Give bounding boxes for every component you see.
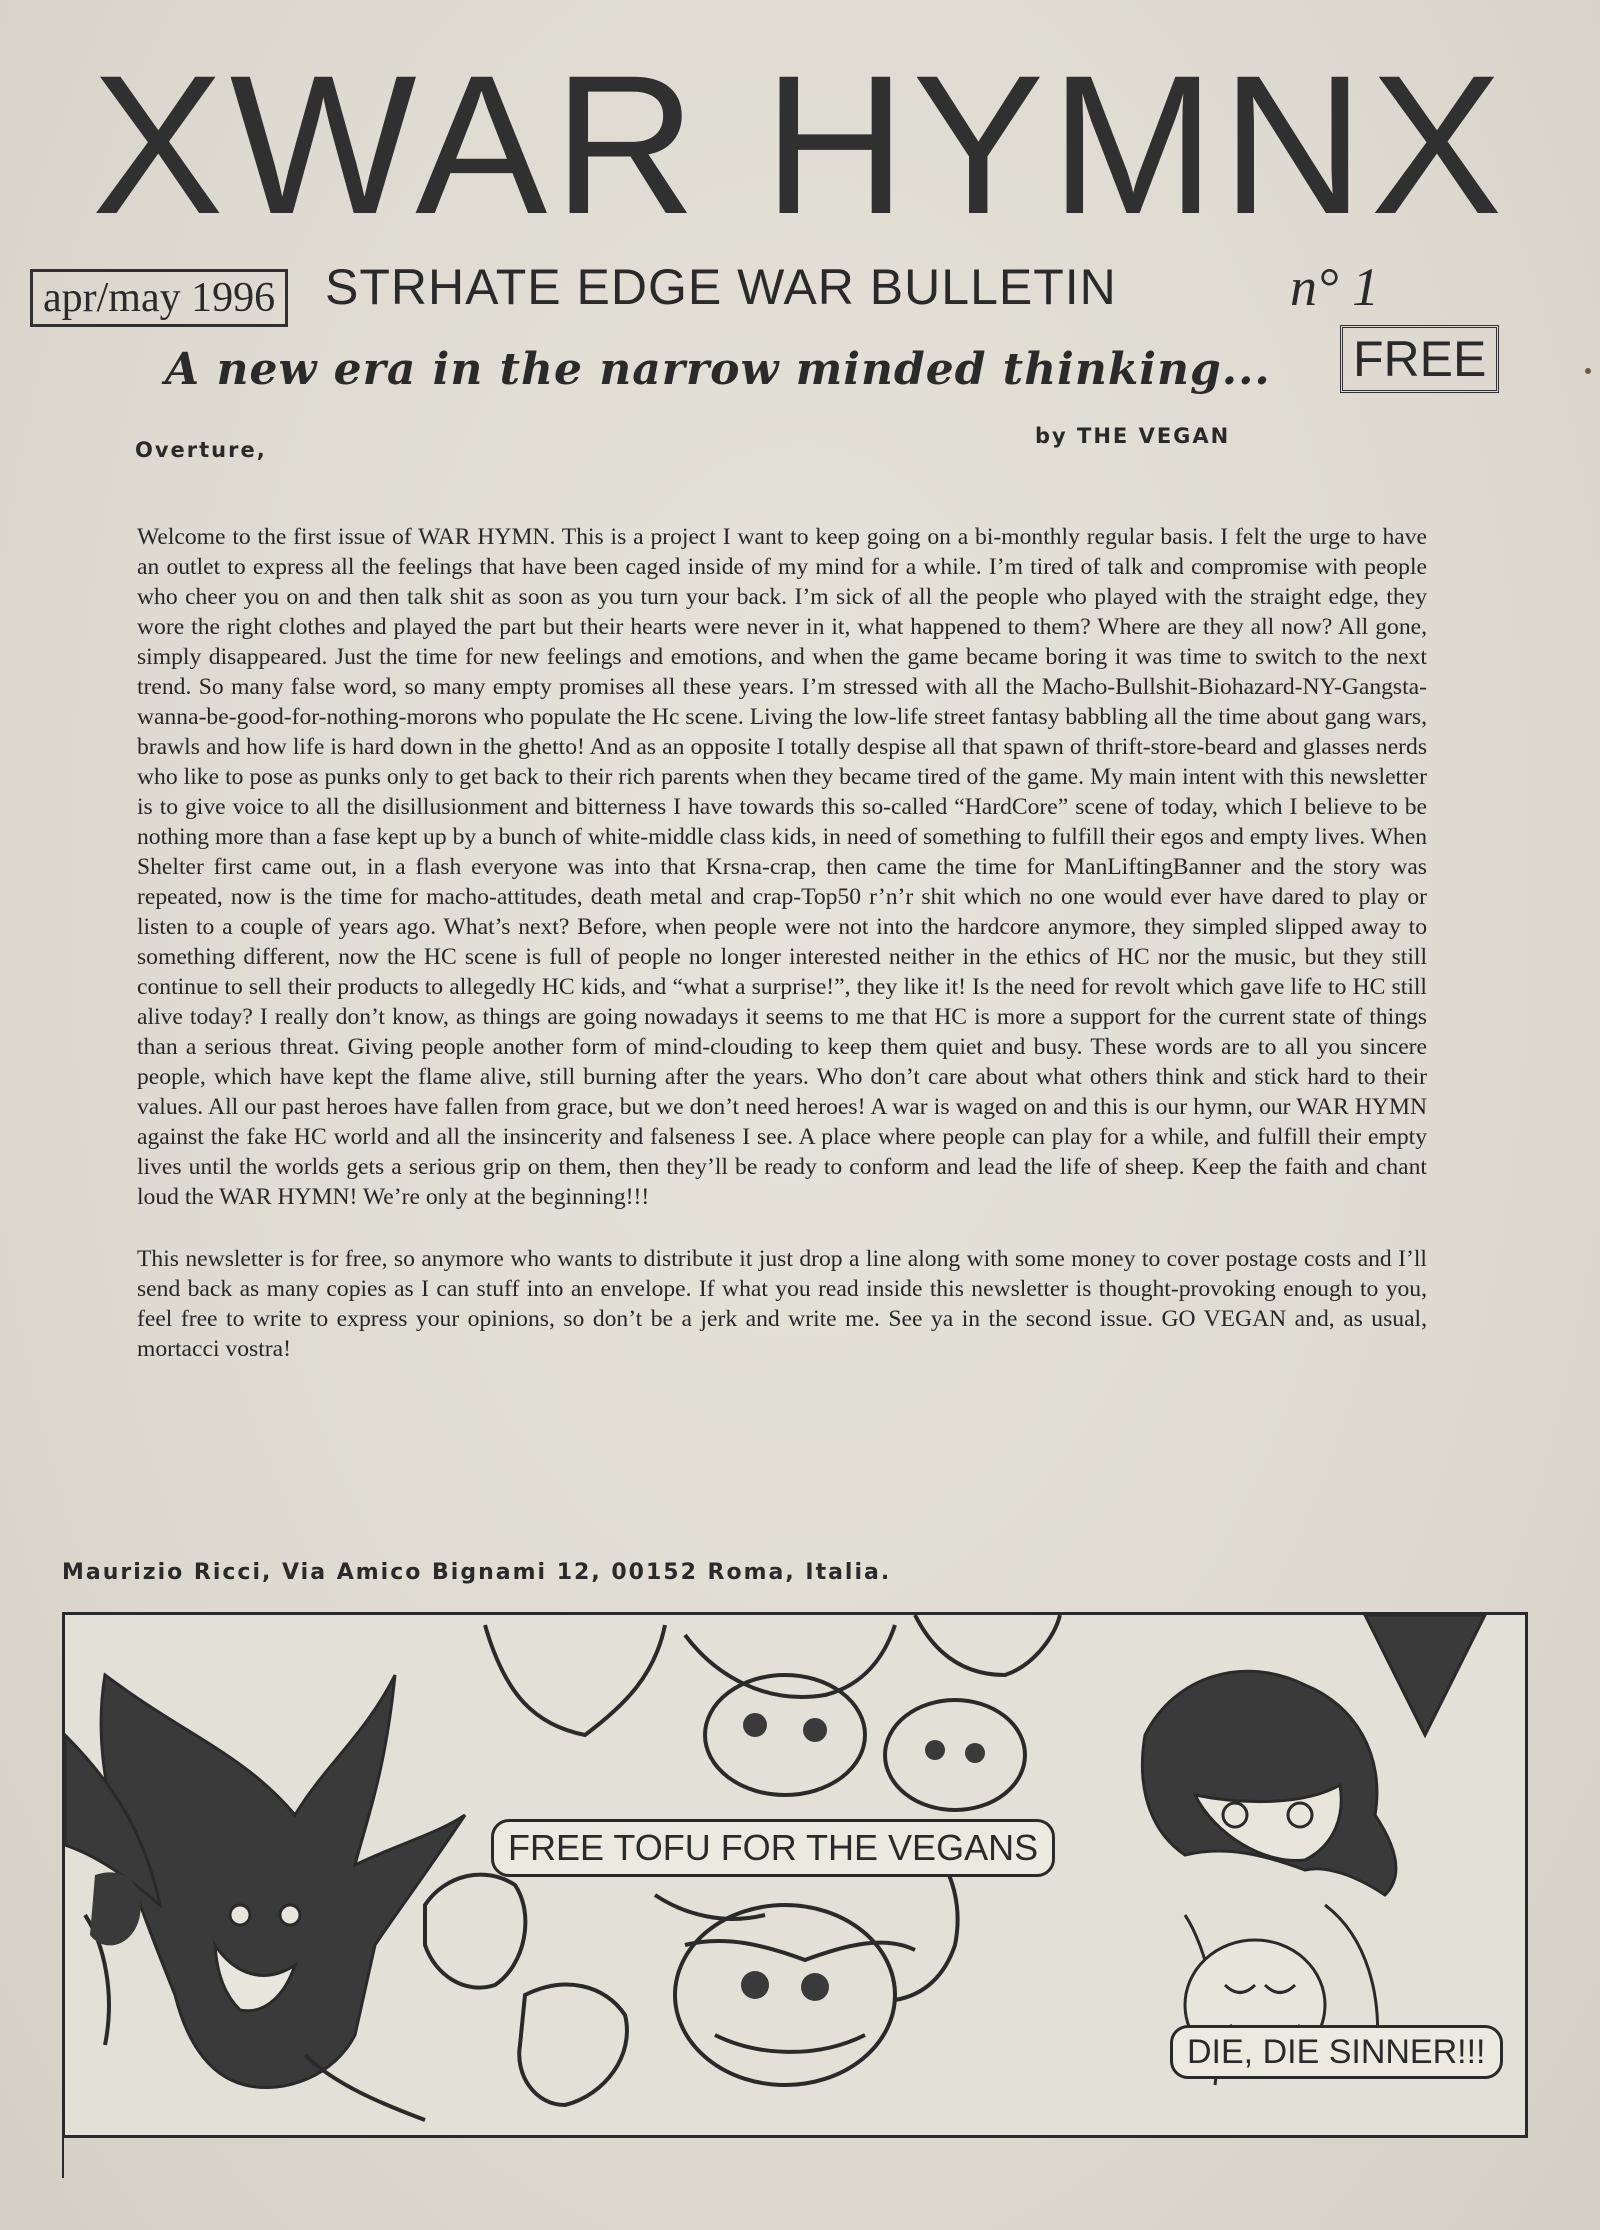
price-badge: FREE bbox=[1340, 325, 1499, 393]
masthead-title: XWAR HYMNX bbox=[91, 34, 1509, 255]
comic-illustration bbox=[62, 1612, 1528, 2138]
issue-info-row bbox=[30, 255, 1570, 325]
article-paragraph: Welcome to the first issue of WAR HYMN. This is a project I want to keep going on a bi-monthly regular basis. I felt the urge to have an outlet to express all the feelings that have been caged inside of my mind for a while. I’m tired of talk and compromise with people who cheer you on and then talk shit as soon as you turn your back. I’m sick of all the people who played with the straight edge, they wore the right clothes and played the part but their hearts were never in it, what happened to them? Where are they all now? All gone, simply disappeared. Just the time for new feelings and emotions, and when the game became boring it was time to switch to the next trend. So many false word, so many empty promises all these years. I’m stressed with all the Macho-Bullshit-Biohazard-NY-Gangsta-wanna-be-good-for-nothing-morons who populate the Hc scene. Living the low-life street fantasy babbling all the time about gang wars, brawls and how life is hard down in the ghetto! And as an opposite I totally despise all that spawn of thrift-store-beard and glasses nerds who like to pose as punks only to get back to their rich parents when they became tired of the game. My main intent with this newsletter is to give voice to all the disillusionment and bitterness I have towards this so-called “HardCore” scene of today, which I believe to be nothing more than a fase kept up by a bunch of white-middle class kids, in need of something to fulfill their egos and empty lives. When Shelter first came out, in a flash everyone was into that Krsna-crap, then came the time for ManLiftingBanner and the story was repeated, now is the time for macho-attitudes, death metal and crap-Top50 r’n’r shit which no one would ever have dared to play or listen to a couple of years ago. What’s next? Before, when people were not into the hardcore anymore, they simpled slipped away to something different, now the HC scene is full of people no longer interested neither in the ethics of HC nor the music, but they still continue to sell their products to allegedly HC kids, and “what a surprise!”, they like it! Is the need for revolt which gave life to HC still alive today? I really don’t know, as things are going nowadays it seems to me that HC is more a support for the current state of things than a serious threat. Giving people another form of mind-clouding to keep them quiet and busy. These words are to all you sincere people, which have kept the flame alive, still burning after the years. Who don’t care about what others think and stick hard to their values. All our past heroes have fallen from grace, but we don’t need heroes! A war is waged on and this is our hymn, our WAR HYMN against the fake HC world and all the insincerity and falseness I see. A place where people can play for a while, and fulfill their empty lives until the worlds gets a serious grip on them, then they’ll be ready to conform and lead the life of sheep. Keep the faith and chant loud the WAR HYMN! We’re only at the beginning!!! bbox=[137, 524, 1427, 1210]
article-byline: by THE VEGAN bbox=[1035, 424, 1231, 448]
article-paragraph: This newsletter is for free, so anymore who wants to distribute it just drop a line along with some money to cover postage costs and I’ll send back as many copies as I can stuff into an envelope. If what you read inside this newsletter is thought-provoking enough to you, feel free to write to express your opinions, so don’t be a jerk and write me. See ya in the second issue. GO VEGAN and, as usual, mortacci vostra! bbox=[137, 1246, 1427, 1362]
bulletin-subtitle: STRHATE EDGE WAR BULLETIN bbox=[325, 259, 1117, 315]
speech-bubble-tofu: FREE TOFU FOR THE VEGANS bbox=[491, 1819, 1055, 1877]
issue-number: n° 1 bbox=[1290, 257, 1380, 317]
article-body bbox=[137, 522, 1427, 1396]
tagline: A new era in the narrow minded thinking... bbox=[165, 344, 1271, 395]
contact-address: Maurizio Ricci, Via Amico Bignami 12, 00152 Roma, Italia. bbox=[62, 1560, 892, 1585]
paper-speck bbox=[1585, 368, 1591, 374]
issue-date: apr/may 1996 bbox=[30, 269, 288, 327]
speech-bubble-sinner: DIE, DIE SINNER!!! bbox=[1170, 2025, 1503, 2079]
bottom-rule bbox=[62, 2138, 64, 2178]
article-heading: Overture, bbox=[135, 438, 267, 462]
